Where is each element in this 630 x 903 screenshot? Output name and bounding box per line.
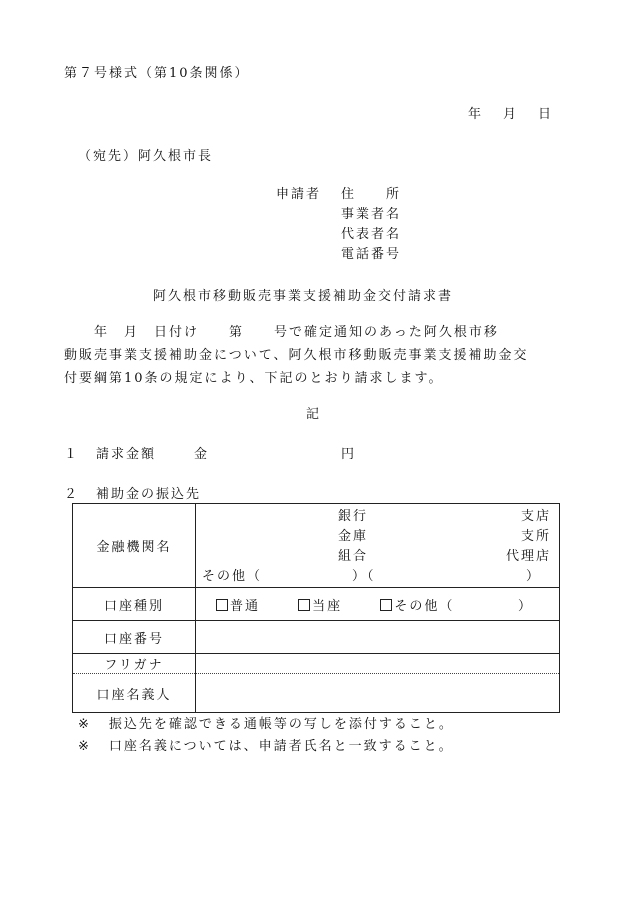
applicant-address-label: 住 所: [341, 187, 402, 202]
account-number-row: [73, 621, 560, 654]
account-option-other[interactable]: その他（: [380, 599, 454, 614]
checkbox-icon: [216, 599, 228, 611]
bank-other-middle: ）（: [352, 569, 376, 584]
item1-en: 円: [341, 447, 355, 462]
account-holder-label: 口座名義人: [73, 674, 196, 713]
body-line-3: 付要綱第10条の規定により、下記のとおり請求します。: [64, 371, 444, 386]
branch-type-shisho: 支所: [520, 529, 551, 544]
checkbox-icon: [380, 599, 392, 611]
note-1: [78, 718, 454, 731]
date-line: [468, 108, 551, 121]
account-type-field: [196, 588, 560, 621]
document-title: 阿久根市移動販売事業支援補助金交付請求書: [153, 289, 454, 304]
account-number-label: 口座番号: [73, 621, 196, 654]
date-year: 年: [468, 107, 482, 122]
account-holder-row: [73, 674, 560, 713]
date-month: 月: [503, 107, 517, 122]
bank-type-kumiai: 組合: [338, 549, 369, 564]
note-text: 口座名義については、申請者氏名と一致すること。: [108, 739, 454, 754]
account-holder-field[interactable]: [196, 674, 560, 713]
account-number-field[interactable]: [196, 621, 560, 654]
bank-transfer-table: [72, 503, 560, 713]
item1-label: 請求金額: [96, 447, 157, 462]
bank-row: [73, 504, 560, 588]
item1-number: １: [64, 447, 78, 462]
applicant-phone-label: 電話番号: [341, 247, 402, 262]
form-number: 第７号様式（第10条関係）: [64, 66, 250, 81]
note-mark: ※: [78, 717, 91, 732]
bank-other-open: その他（: [202, 569, 263, 584]
applicant-business-name-label: 事業者名: [341, 207, 402, 222]
item1-kin: 金: [194, 447, 208, 462]
branch-type-dairiten: 代理店: [505, 549, 551, 564]
body-line-1: 年 月 日付け 第 号で確定通知のあった阿久根市移: [64, 325, 499, 340]
account-option-other-close: ）: [517, 598, 531, 614]
body-line-2: 動販売事業支援補助金について、阿久根市移動販売事業支援補助金交: [64, 348, 529, 363]
date-day: 日: [538, 107, 552, 122]
ki-heading: 記: [306, 407, 320, 422]
branch-type-shiten: 支店: [520, 509, 551, 524]
furigana-label: フリガナ: [73, 654, 196, 674]
note-mark: ※: [78, 739, 91, 754]
account-option-toza[interactable]: 当座: [298, 599, 342, 614]
applicant-representative-label: 代表者名: [341, 227, 402, 242]
account-option-futsu[interactable]: 普通: [216, 599, 260, 614]
checkbox-icon: [298, 599, 310, 611]
bank-field[interactable]: [196, 504, 560, 588]
bank-type-kinko: 金庫: [338, 529, 369, 544]
addressee: （宛先）阿久根市長: [78, 149, 214, 164]
bank-type-bank: 銀行: [338, 509, 369, 524]
furigana-row: [73, 654, 560, 674]
item2-label: 補助金の振込先: [96, 487, 202, 502]
bank-other-close: ）: [525, 569, 539, 584]
furigana-field[interactable]: [196, 654, 560, 674]
account-type-label: 口座種別: [73, 588, 196, 621]
note-text: 振込先を確認できる通帳等の写しを添付すること。: [108, 717, 454, 732]
bank-label: 金融機関名: [73, 504, 196, 588]
item2-number: ２: [64, 487, 78, 502]
applicant-label: 申請者: [276, 187, 322, 202]
note-2: [78, 740, 454, 753]
account-type-row: [73, 588, 560, 621]
